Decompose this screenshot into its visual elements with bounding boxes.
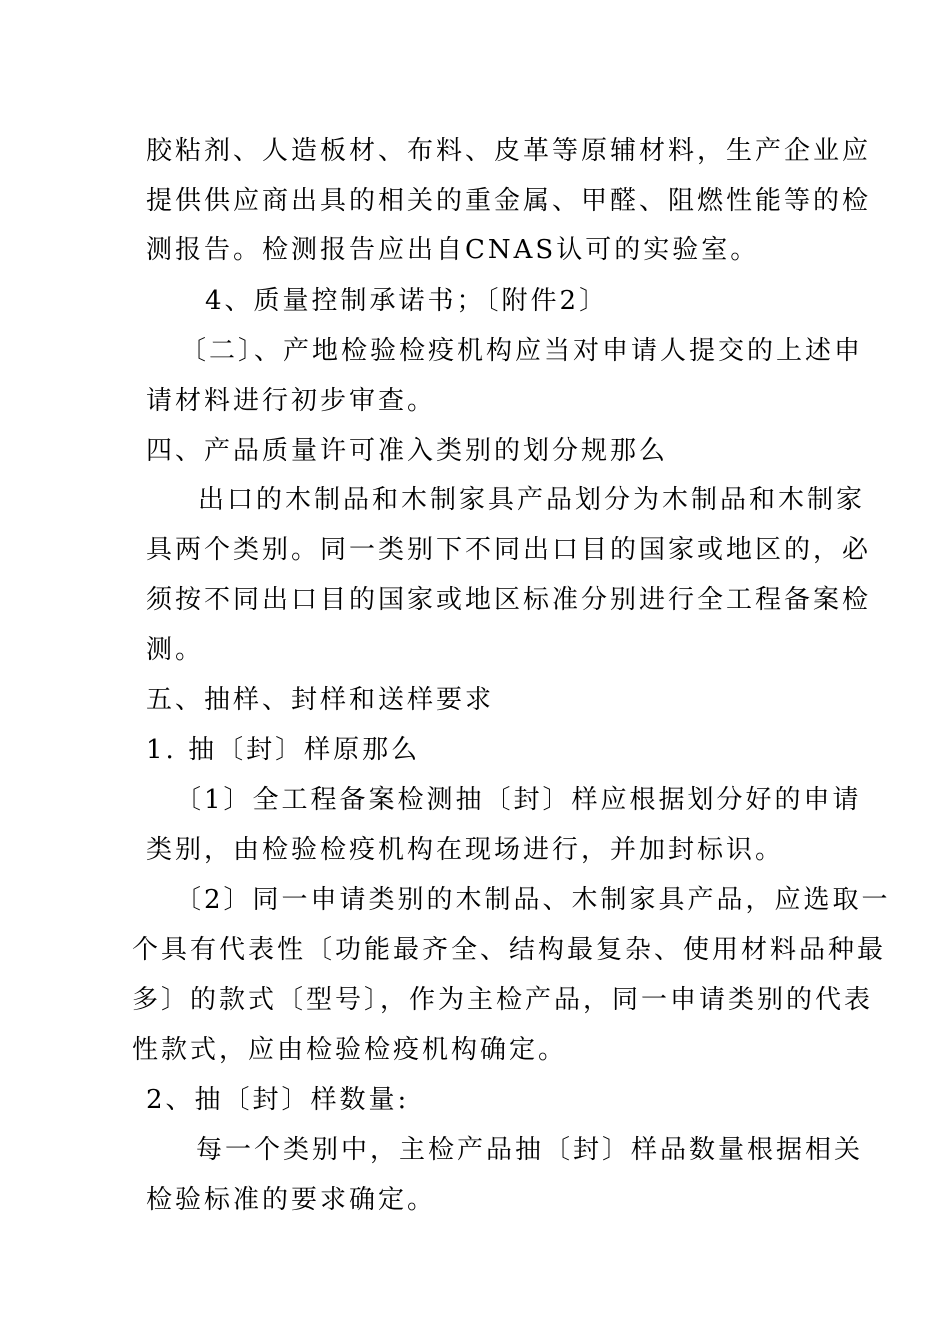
paragraph-line-16: 〔2〕同一申请类别的木制品、木制家具产品，应选取一 [175,885,891,915]
paragraph-line-10: 须按不同出口目的国家或地区标准分别进行全工程备案检 [146,585,872,615]
paragraph-line-18: 多〕的款式〔型号〕，作为主检产品，同一申请类别的代表 [132,985,874,1015]
paragraph-line-21: 每一个类别中，主检产品抽〔封〕样品数量根据相关 [196,1135,864,1165]
paragraph-line-14: 〔1〕全工程备案检测抽〔封〕样应根据划分好的申请 [175,785,862,815]
paragraph-line-11: 测。 [146,635,205,665]
subsection-heading-1: 1. 抽〔封〕样原那么 [146,735,421,765]
paragraph-line-2: 提供供应商出具的相关的重金属、甲醛、阻燃性能等的检 [146,186,872,216]
subsection-heading-2: 2、抽〔封〕样数量: [146,1085,410,1115]
section-heading-4: 四、产品质量许可准入类别的划分规那么 [146,436,669,466]
paragraph-line-22: 检验标准的要求确定。 [146,1185,437,1215]
paragraph-line-6: 请材料进行初步审查。 [146,386,437,416]
paragraph-line-15: 类别，由检验检疫机构在现场进行，并加封标识。 [146,835,785,865]
section-heading-5: 五、抽样、封样和送样要求 [146,685,495,715]
paragraph-line-5: 〔二〕、产地检验检疫机构应当对申请人提交的上述申 [180,336,864,366]
paragraph-line-8: 出口的木制品和木制家具产品划分为木制品和木制家 [198,485,866,515]
list-item-4: 4、质量控制承诺书；〔附件2〕 [205,286,609,316]
paragraph-line-1: 胶粘剂、人造板材、布料、皮革等原辅材料，生产企业应 [146,136,872,166]
paragraph-line-3: 测报告。检测报告应出自CNAS认可的实验室。 [146,235,760,265]
paragraph-line-9: 具两个类别。同一类别下不同出口目的国家或地区的，必 [146,535,872,565]
paragraph-line-17: 个具有代表性〔功能最齐全、结构最复杂、使用材料品种最 [132,935,887,965]
paragraph-line-19: 性款式，应由检验检疫机构确定。 [132,1035,568,1065]
